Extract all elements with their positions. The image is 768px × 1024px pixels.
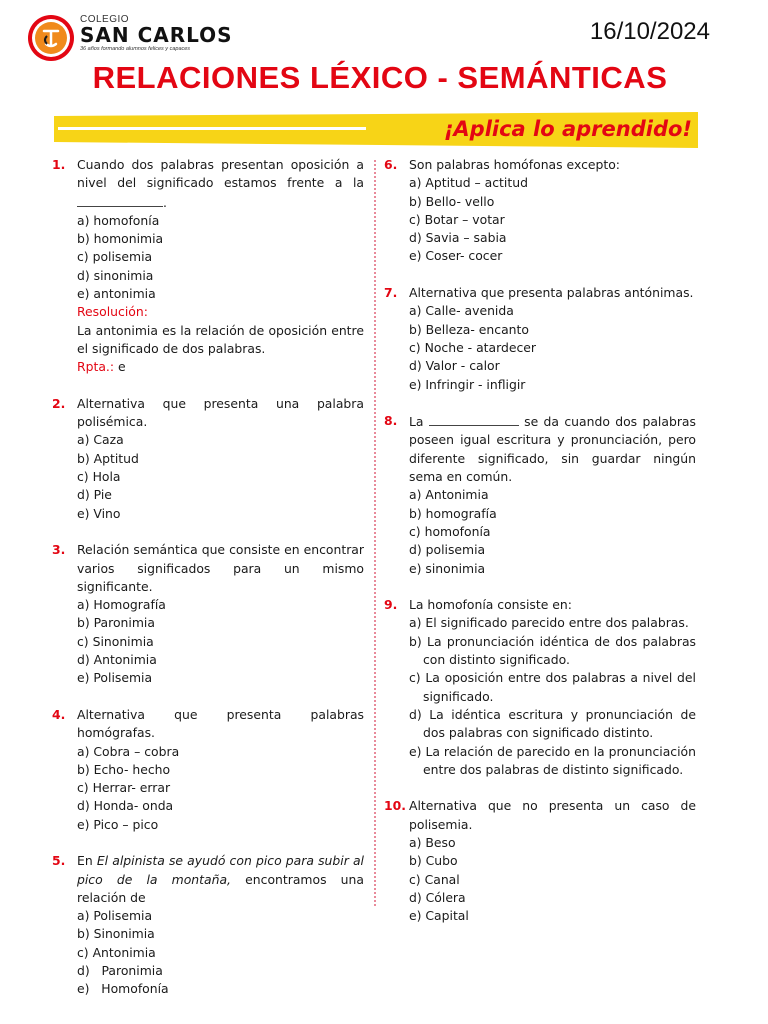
- stem-text: En: [77, 853, 93, 869]
- question-stem: La homofonía consiste en:: [409, 597, 572, 613]
- option-e: e) La relación de parecido en la pronunciación entre dos palabras de distinto significado.: [409, 743, 696, 777]
- option-a: a) Beso: [409, 834, 456, 850]
- resolution-label: Resolución:: [77, 304, 148, 320]
- option-c: c) Herrar- errar: [77, 780, 171, 796]
- question-stem: Alternativa que presenta una palabra polisémica.: [77, 395, 364, 430]
- column-divider: [373, 160, 377, 908]
- option-a: a) Polisemia: [77, 908, 153, 924]
- question-stem: Son palabras homófonas excepto:: [409, 157, 620, 172]
- option-e: e) Vino: [77, 505, 121, 521]
- question-5: [52, 852, 364, 998]
- school-name: SAN CARLOS: [80, 23, 233, 47]
- school-slogan: 36 años formando alumnos felices y capaces: [80, 46, 191, 52]
- question-number: 1.: [52, 157, 66, 172]
- option-c: c) Sinonimia: [77, 633, 154, 649]
- option-c: c) Antonimia: [77, 944, 156, 960]
- page-title: RELACIONES LÉXICO - SEMÁNTICAS: [92, 60, 668, 95]
- question-number: 7.: [384, 285, 398, 301]
- option-b: b) homonimia: [77, 231, 164, 247]
- option-c: c) Botar – votar: [409, 211, 505, 227]
- question-2: [52, 395, 364, 523]
- answer-line: [77, 358, 364, 376]
- question-10: [384, 797, 696, 925]
- option-e: e) antonimia: [77, 286, 156, 302]
- question-3: [52, 541, 364, 687]
- question-number: 5.: [52, 853, 66, 869]
- stem-text-end: se da cuando dos palabras poseen igual escritura y pronunciación, pero diferente significado, sin guardar ningún sema en común.: [409, 414, 696, 485]
- question-stem: Alternativa que presenta palabras antónimas.: [409, 285, 694, 301]
- option-d: d) Cólera: [409, 889, 466, 905]
- question-number: 3.: [52, 542, 66, 558]
- question-stem: Relación semántica que consiste en encontrar varios significados para un mismo significante.: [77, 542, 364, 594]
- question-stem: Alternativa que presenta palabras homógrafas.: [77, 706, 364, 741]
- option-e: e) sinonimia: [409, 560, 486, 576]
- question-stem: Alternativa que no presenta un caso de polisemia.: [409, 798, 696, 832]
- option-e: e) Homofonía: [77, 981, 169, 997]
- option-a: a) Cobra – cobra: [77, 743, 180, 759]
- option-d: d) Valor - calor: [409, 358, 500, 374]
- option-e: e) Capital: [409, 908, 469, 924]
- option-b: b) Aptitud: [77, 450, 139, 466]
- option-d: d) polisemia: [409, 542, 486, 558]
- option-a: a) Calle- avenida: [409, 303, 514, 319]
- option-d: d) Savia – sabia: [409, 230, 507, 246]
- option-e: e) Pico – pico: [77, 816, 159, 832]
- date: 16/10/2024: [589, 18, 710, 45]
- stem-text-end: .: [163, 194, 167, 210]
- option-b: b) Cubo: [409, 853, 458, 869]
- question-1: [52, 156, 364, 377]
- option-b: b) Belleza- encanto: [409, 321, 529, 337]
- option-c: c) La oposición entre dos palabras a nivel del significado.: [409, 670, 696, 704]
- option-c: c) Hola: [77, 469, 121, 485]
- option-a: a) Caza: [77, 432, 124, 448]
- question-stem: [409, 412, 696, 486]
- question-number: 9.: [384, 597, 398, 613]
- question-7: [384, 284, 696, 394]
- question-9: [384, 596, 696, 779]
- option-b: b) Echo- hecho: [77, 761, 171, 777]
- option-c: c) Noche - atardecer: [409, 339, 537, 355]
- option-d: d) Pie: [77, 487, 112, 503]
- option-b: b) homografía: [409, 505, 497, 521]
- stem-text: La: [409, 414, 424, 430]
- option-b: b) Paronimia: [77, 615, 155, 631]
- school-logo: [27, 14, 75, 62]
- school-name-block: [80, 14, 233, 52]
- answer-label: Rpta.:: [77, 359, 115, 375]
- answer-blank: [429, 412, 519, 426]
- question-stem: [77, 852, 364, 907]
- option-e: e) Infringir - infligir: [409, 376, 526, 392]
- left-column: [52, 156, 364, 1017]
- option-a: a) Antonimia: [409, 487, 489, 503]
- option-a: a) homofonía: [77, 212, 160, 228]
- option-c: c) polisemia: [77, 249, 153, 265]
- question-6: [384, 156, 696, 266]
- right-column: [384, 156, 696, 944]
- option-c: c) homofonía: [409, 523, 491, 539]
- stem-text-end: encontramos una relación de: [77, 871, 364, 905]
- option-b: b) Sinonimia: [77, 926, 155, 942]
- question-number: 10.: [384, 798, 406, 814]
- school-pre: COLEGIO: [80, 14, 130, 25]
- question-number: 6.: [384, 157, 398, 172]
- option-d: d) Honda- onda: [77, 798, 174, 814]
- stem-text: Cuando dos palabras presentan oposición a nivel del significado estamos frente a la: [77, 157, 364, 191]
- option-d: d) La idéntica escritura y pronunciación de dos palabras con significado distinto.: [409, 706, 696, 741]
- question-number: 8.: [384, 413, 398, 429]
- question-8: [384, 412, 696, 578]
- stem-italic-text: El alpinista se ayudó con pico para subir al pico de la montaña,: [77, 853, 364, 887]
- banner-text: ¡Aplica lo aprendido!: [443, 117, 692, 141]
- option-e: e) Polisemia: [77, 670, 153, 686]
- answer-blank: [77, 193, 163, 207]
- option-b: b) Bello- vello: [409, 193, 495, 209]
- option-a: a) Aptitud – actitud: [409, 175, 528, 191]
- option-a: a) Homografía: [77, 597, 166, 613]
- question-stem: [77, 156, 364, 212]
- answer-value: e: [114, 359, 126, 375]
- option-b: b) La pronunciación idéntica de dos palabras con distinto significado.: [409, 633, 696, 668]
- option-d: d) sinonimia: [77, 267, 154, 283]
- option-c: c) Canal: [409, 871, 460, 887]
- question-number: 4.: [52, 706, 66, 722]
- option-d: d) Paronimia: [77, 963, 163, 979]
- resolution-text: La antonimia es la relación de oposición entre el significado de dos palabras.: [77, 322, 364, 356]
- question-number: 2.: [52, 395, 66, 411]
- option-a: a) El significado parecido entre dos palabras.: [409, 615, 689, 631]
- option-d: d) Antonimia: [77, 652, 157, 668]
- question-4: [52, 706, 364, 834]
- option-e: e) Coser- cocer: [409, 248, 503, 264]
